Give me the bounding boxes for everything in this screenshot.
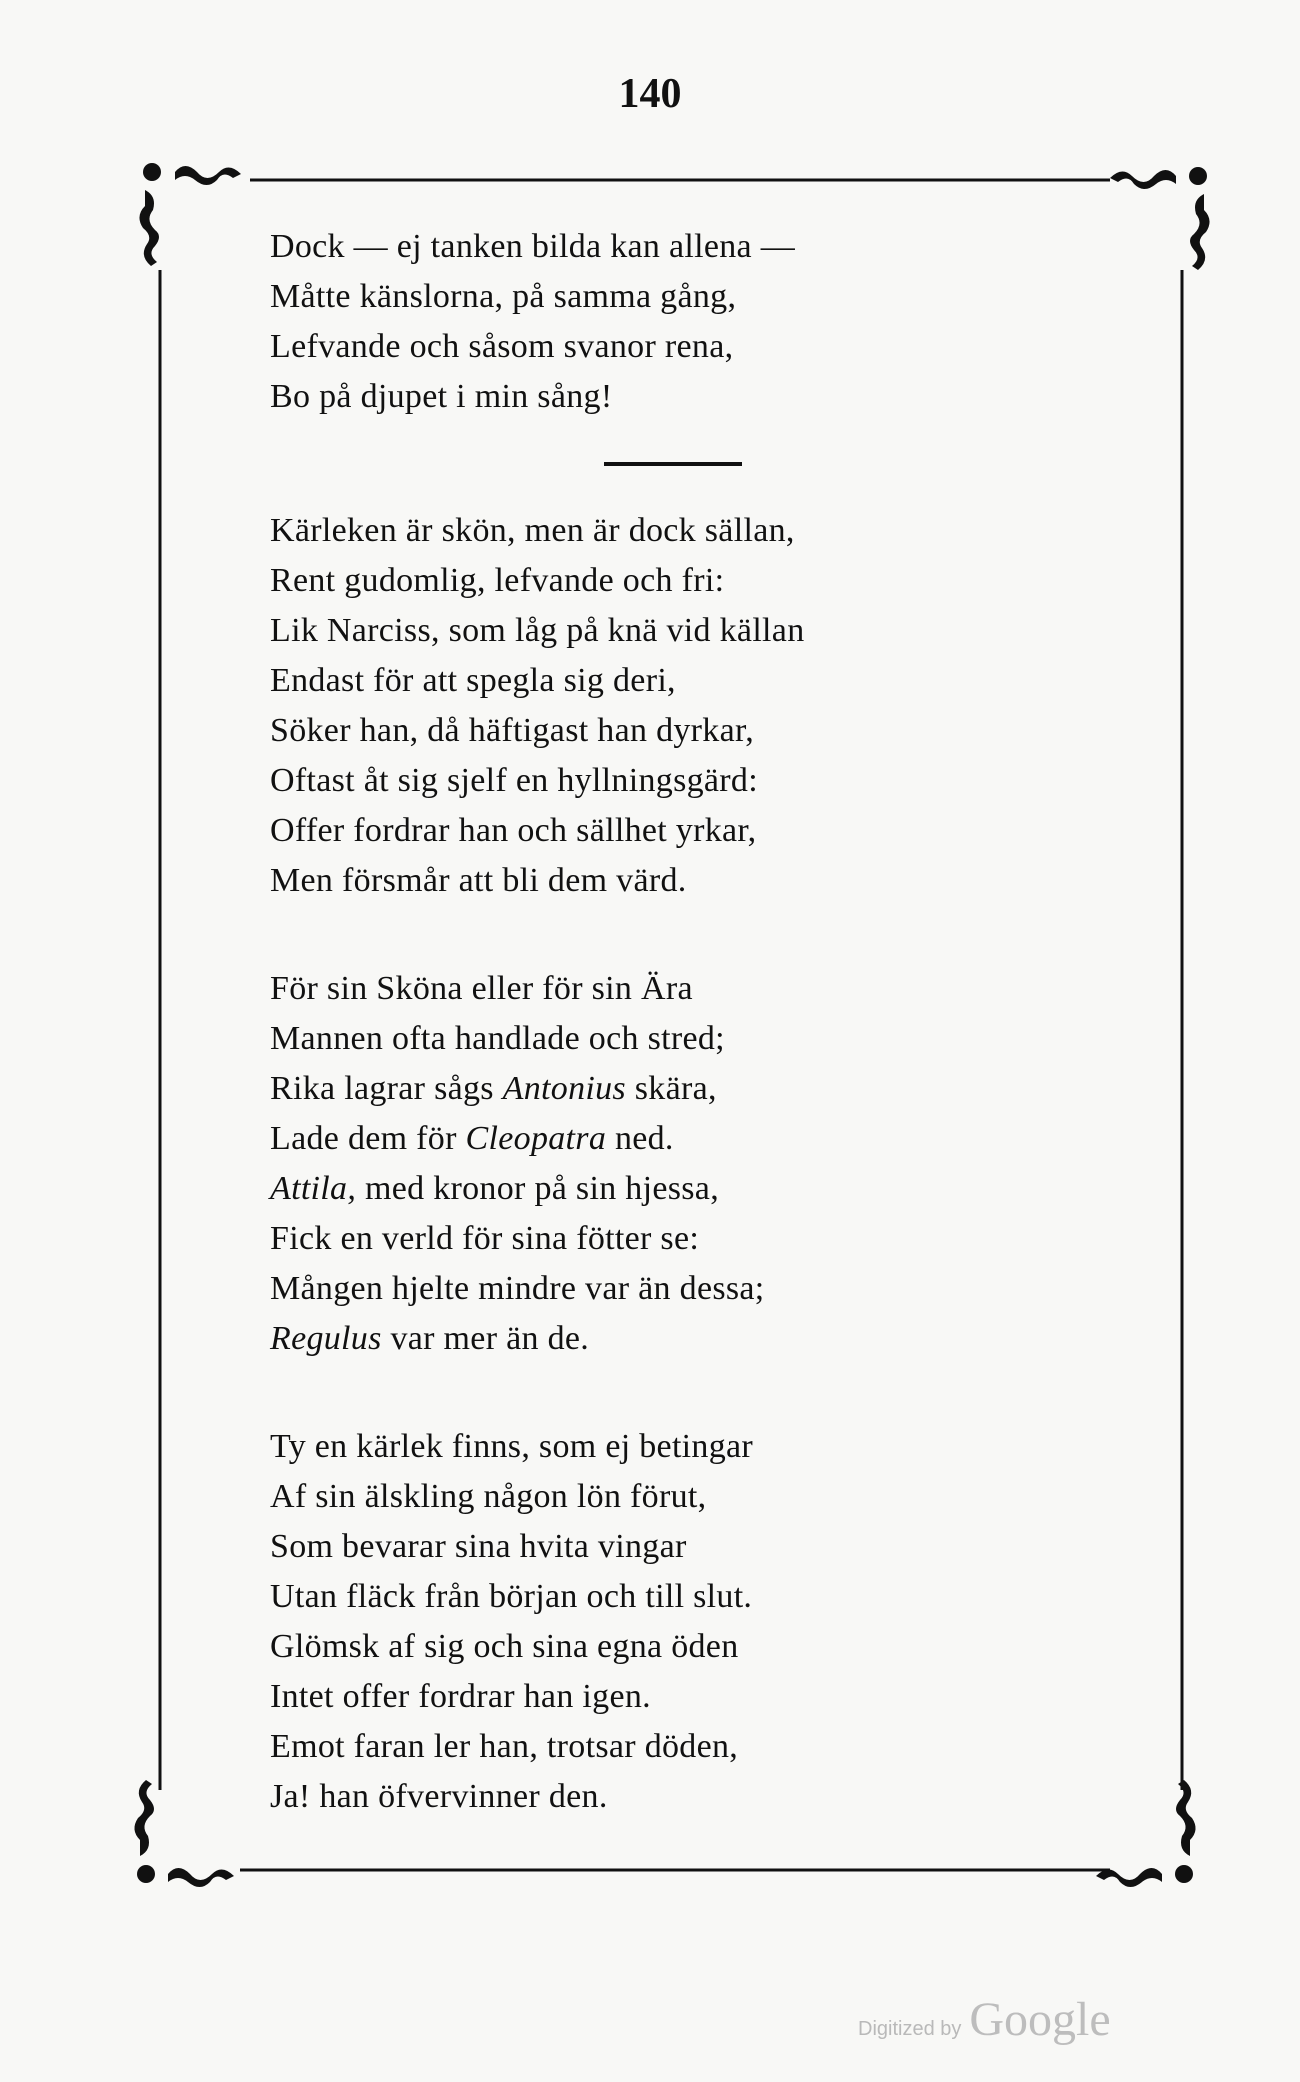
poem [270,222,1030,1822]
verse-line: Bo på djupet i min sång! [270,378,613,415]
italic-name: Cleopatra [465,1120,607,1157]
verse-line: Af sin älskling någon lön förut, [270,1478,707,1515]
verse-line: Emot faran ler han, trotsar döden, [270,1728,739,1765]
verse-line: Dock — ej tanken bilda kan allena — [270,228,796,265]
stanza-4 [270,1422,1030,1822]
verse-line: Endast för att spegla sig deri, [270,662,676,699]
italic-name: Attila, [270,1170,357,1207]
corner-ornament-bottom-right-icon [1096,1780,1196,1887]
stanza-gap [270,1364,1030,1422]
stanza-gap [270,906,1030,964]
verse-line: Oftast åt sig sjelf en hyllningsgärd: [270,762,758,799]
verse-line: Kärleken är skön, men är dock sällan, [270,512,795,549]
verse-line: För sin Sköna eller för sin Ära [270,970,693,1007]
stanza-2 [270,506,1030,906]
verse-line: Offer fordrar han och sällhet yrkar, [270,812,757,849]
verse-line: Intet offer fordrar han igen. [270,1678,651,1715]
verse-line: Lik Narciss, som låg på knä vid källan [270,612,805,649]
verse-line: Mången hjelte mindre var än dessa; [270,1270,765,1307]
verse-line: Attila, med kronor på sin hjessa, [270,1170,719,1207]
verse-line: Söker han, då häftigast han dyrkar, [270,712,755,749]
verse-line: Fick en verld för sina fötter se: [270,1220,700,1257]
verse-line: Utan fläck från början och till slut. [270,1578,753,1615]
verse-line: Glömsk af sig och sina egna öden [270,1628,739,1665]
corner-ornament-top-left-icon [139,163,241,266]
digitized-watermark [858,1992,1111,2047]
google-logo: Google [969,1993,1111,2046]
verse-line: Rika lagrar sågs Antonius skära, [270,1070,717,1107]
verse-line: Som bevarar sina hvita vingar [270,1528,687,1565]
corner-ornament-top-right-icon [1110,167,1210,270]
verse-line: Lade dem för Cleopatra ned. [270,1120,674,1157]
stanza-3 [270,964,1030,1364]
watermark-prefix: Digitized by [858,2018,962,2040]
verse-line: Måtte känslorna, på samma gång, [270,278,737,315]
verse-line: Regulus var mer än de. [270,1320,590,1357]
divider-rule [604,462,742,466]
verse-line: Ja! han öfvervinner den. [270,1778,608,1815]
italic-name: Regulus [270,1320,382,1357]
verse-line: Men försmår att bli dem värd. [270,862,687,899]
verse-line: Rent gudomlig, lefvande och fri: [270,562,725,599]
stanza-1 [270,222,1030,422]
section-divider [270,422,1030,506]
italic-name: Antonius [502,1070,626,1107]
verse-line: Mannen ofta handlade och stred; [270,1020,725,1057]
corner-ornament-bottom-left-icon [134,1780,234,1887]
verse-line: Lefvande och såsom svanor rena, [270,328,734,365]
verse-line: Ty en kärlek finns, som ej betingar [270,1428,754,1465]
page-number: 140 [618,71,682,117]
